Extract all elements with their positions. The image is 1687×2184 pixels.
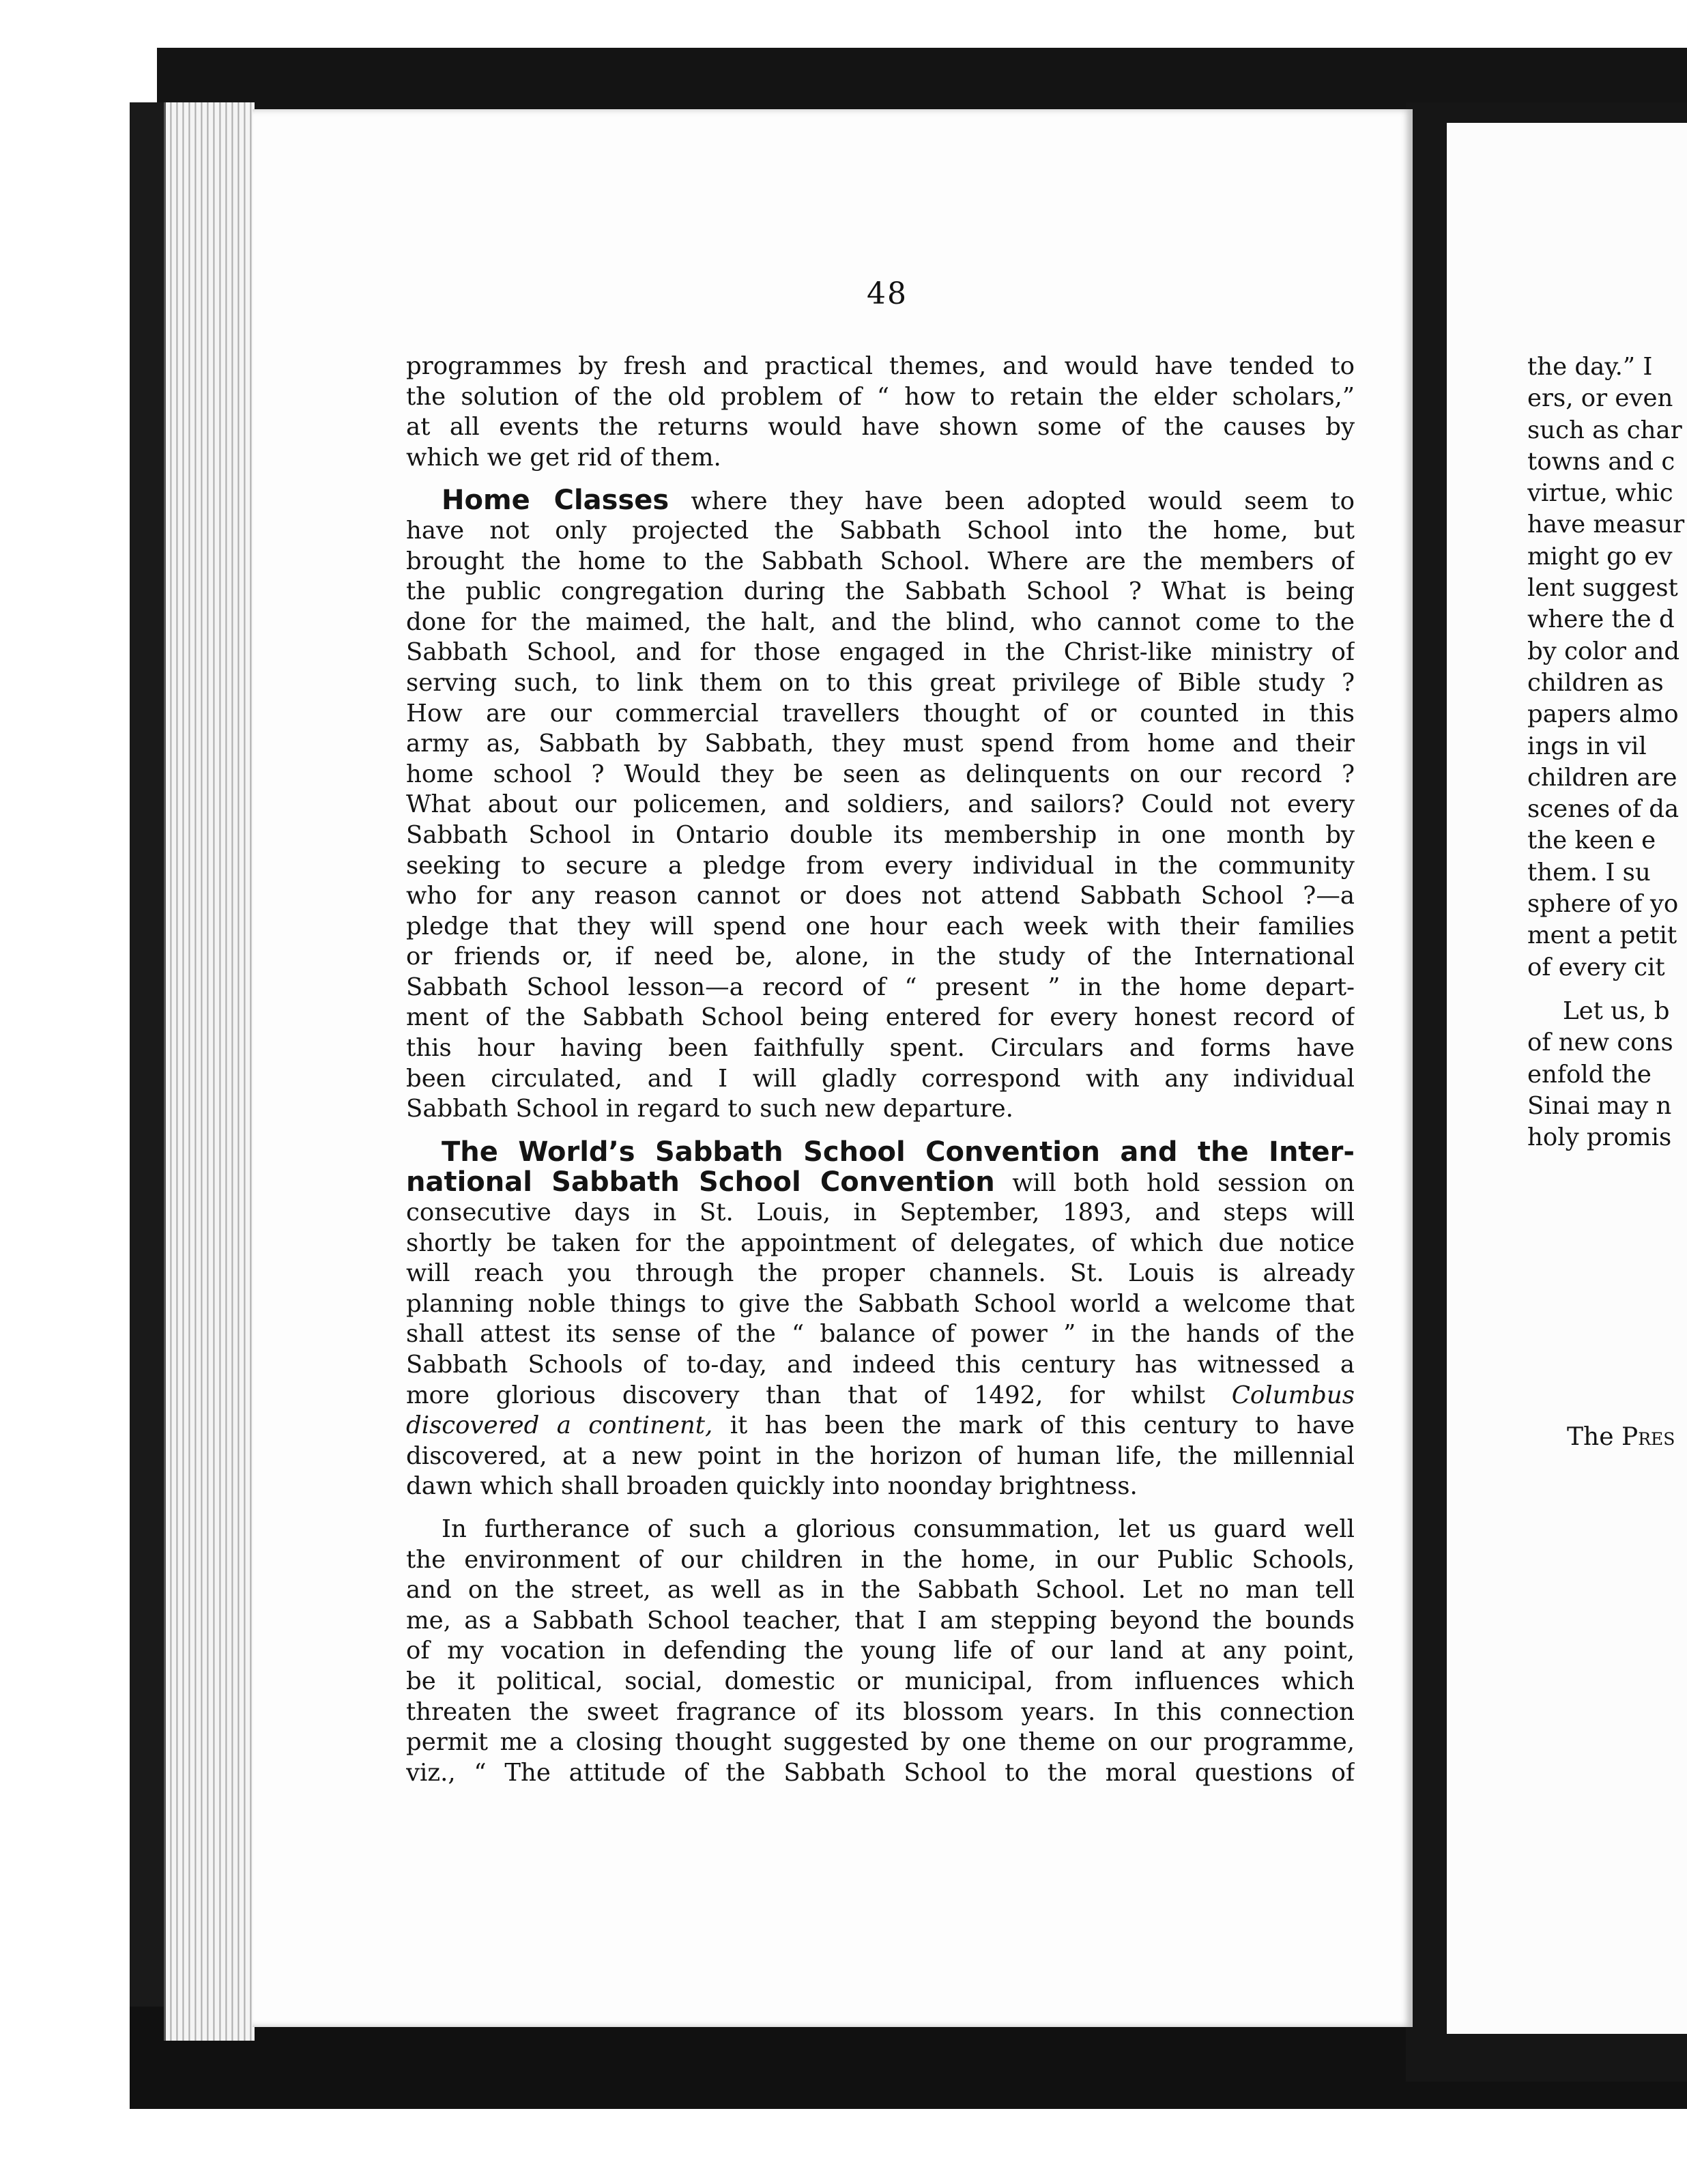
text-line: Sabbath School lesson—a record of “ present ” in the home depart- (406, 973, 1355, 1001)
text-run: more glorious discovery than that of 1492, for whilst (406, 1381, 1205, 1409)
facing-line: of new cons (1527, 1029, 1673, 1057)
facing-line: children are (1527, 763, 1677, 792)
facing-page-text (1527, 351, 1687, 1153)
facing-line: virtue, whic (1527, 479, 1673, 508)
text-line: How are our commercial travellers thought of or counted in this (406, 699, 1355, 728)
text-line: seeking to secure a pledge from every individual in the community (406, 851, 1355, 880)
heading-international-convention: national Sabbath School Convention (406, 1167, 995, 1198)
book-page-edges (164, 102, 255, 2041)
text-run: where they have been adopted would seem to (691, 487, 1355, 516)
text-line: of my vocation in defending the young life of our land at any point, (406, 1637, 1355, 1665)
text-line: the environment of our children in the home, in our Public Schools, (406, 1545, 1355, 1574)
text-line: me, as a Sabbath School teacher, that I am stepping beyond the bounds (406, 1606, 1355, 1635)
text-line: viz., “ The attitude of the Sabbath School to the moral questions of (406, 1758, 1355, 1787)
facing-line: Sinai may n (1527, 1091, 1672, 1120)
text-line: home school ? Would they be seen as delinquents on our record ? (406, 760, 1355, 788)
text-line: shall attest its sense of the “ balance of power ” in the hands of the (406, 1320, 1355, 1349)
text-line: consecutive days in St. Louis, in September, 1893, and steps will (406, 1198, 1355, 1227)
text-line: programmes by fresh and practical themes, and would have tended to (406, 352, 1355, 380)
facing-line: the keen e (1527, 827, 1656, 855)
facing-line: papers almo (1527, 700, 1679, 729)
facing-line: might go ev (1527, 542, 1673, 571)
text-line: the public congregation during the Sabbath School ? What is being (406, 577, 1355, 606)
text-line: which we get rid of them. (406, 443, 721, 472)
text-line: been circulated, and I will gladly correspond with any individual (406, 1064, 1355, 1093)
facing-line: Let us, b (1563, 996, 1670, 1025)
text-line: be it political, social, domestic or municipal, from influences which (406, 1667, 1355, 1695)
paragraph-conventions (406, 1137, 1355, 1502)
text-line: shortly be taken for the appointment of delegates, of which due notice (406, 1228, 1355, 1257)
text-line: the solution of the old problem of “ how to retain the elder scholars,” (406, 382, 1355, 411)
main-text-column (406, 351, 1355, 1788)
facing-line: of every cit (1527, 953, 1665, 981)
facing-line: have measur (1527, 511, 1685, 539)
text-line: and on the street, as well as in the Sabbath School. Let no man tell (406, 1576, 1355, 1605)
paragraph-furtherance (406, 1514, 1355, 1788)
text-line: serving such, to link them on to this great privilege of Bible study ? (406, 668, 1355, 697)
press-word: Pres (1621, 1423, 1675, 1451)
heading-worlds-convention: The World’s Sabbath School Convention and the Inter- (442, 1136, 1355, 1168)
text-line (406, 1167, 1355, 1198)
text-line: or friends or, if need be, alone, in the study of the International (406, 943, 1355, 971)
text-line: threaten the sweet fragrance of its blossom years. In this connection (406, 1697, 1355, 1726)
text-line: at all events the returns would have shown some of the causes by (406, 413, 1355, 442)
text-line: Sabbath School in regard to such new departure. (406, 1095, 1013, 1123)
paragraph-programmes (406, 351, 1355, 473)
text-line: have not only projected the Sabbath School into the home, but (406, 516, 1355, 545)
facing-press-heading (1567, 1423, 1687, 1451)
facing-line: ers, or even (1527, 384, 1673, 413)
text-line: who for any reason cannot or does not attend Sabbath School ?—a (406, 882, 1355, 910)
text-line: will reach you through the proper channels. St. Louis is already (406, 1259, 1355, 1288)
text-line: Sabbath School in Ontario double its membership in one month by (406, 820, 1355, 849)
text-line: dawn which shall broaden quickly into noonday brightness. (406, 1472, 1138, 1501)
paragraph-home-classes (406, 485, 1355, 1124)
text-line: army as, Sabbath by Sabbath, they must spend from home and their (406, 730, 1355, 758)
text-line: discovered, at a new point in the horizon of human life, the millennial (406, 1441, 1355, 1470)
text-line: planning noble things to give the Sabbath School world a welcome that (406, 1289, 1355, 1318)
text-line: done for the maimed, the halt, and the blind, who cannot come to the (406, 607, 1355, 636)
facing-line: the day.” I (1527, 353, 1653, 381)
italic-discovered-continent: discovered a continent, (406, 1411, 713, 1440)
facing-line: ings in vil (1527, 732, 1647, 760)
facing-line: children as (1527, 668, 1664, 697)
text-line: What about our policemen, and soldiers, and sailors? Could not every (406, 790, 1355, 819)
facing-line: such as char (1527, 416, 1682, 444)
text-line (406, 1411, 1355, 1441)
text-line: this hour having been faithfully spent. Circulars and forms have (406, 1034, 1355, 1063)
text-line (406, 1381, 1355, 1411)
facing-line: where the d (1527, 605, 1675, 634)
facing-line: by color and (1527, 637, 1680, 665)
page-number: 48 (867, 276, 908, 311)
facing-line: them. I su (1527, 858, 1651, 887)
facing-line: holy promis (1527, 1123, 1672, 1152)
facing-line: enfold the (1527, 1060, 1652, 1089)
heading-home-classes: Home Classes (442, 485, 669, 516)
facing-line: sphere of yo (1527, 890, 1679, 919)
text-line: brought the home to the Sabbath School. Where are the members of (406, 547, 1355, 575)
facing-line: towns and c (1527, 447, 1675, 476)
press-prefix: The (1567, 1423, 1614, 1451)
facing-line: lent suggest (1527, 574, 1678, 603)
text-line: Sabbath Schools of to-day, and indeed this century has witnessed a (406, 1351, 1355, 1379)
facing-line: scenes of da (1527, 795, 1679, 824)
text-line (406, 485, 1355, 516)
text-run: it has been the mark of this century to have (730, 1411, 1355, 1440)
text-run: will both hold session on (1012, 1169, 1355, 1198)
facing-line: ment a petit (1527, 921, 1677, 950)
text-line: pledge that they will spend one hour each week with their families (406, 912, 1355, 940)
text-line: ment of the Sabbath School being entered for every honest record of (406, 1003, 1355, 1032)
text-line: In furtherance of such a glorious consummation, let us guard well (442, 1514, 1355, 1543)
text-line: Sabbath School, and for those engaged in the Christ-like ministry of (406, 638, 1355, 667)
italic-columbus: Columbus (1231, 1381, 1355, 1409)
text-line: permit me a closing thought suggested by one theme on our programme, (406, 1728, 1355, 1757)
